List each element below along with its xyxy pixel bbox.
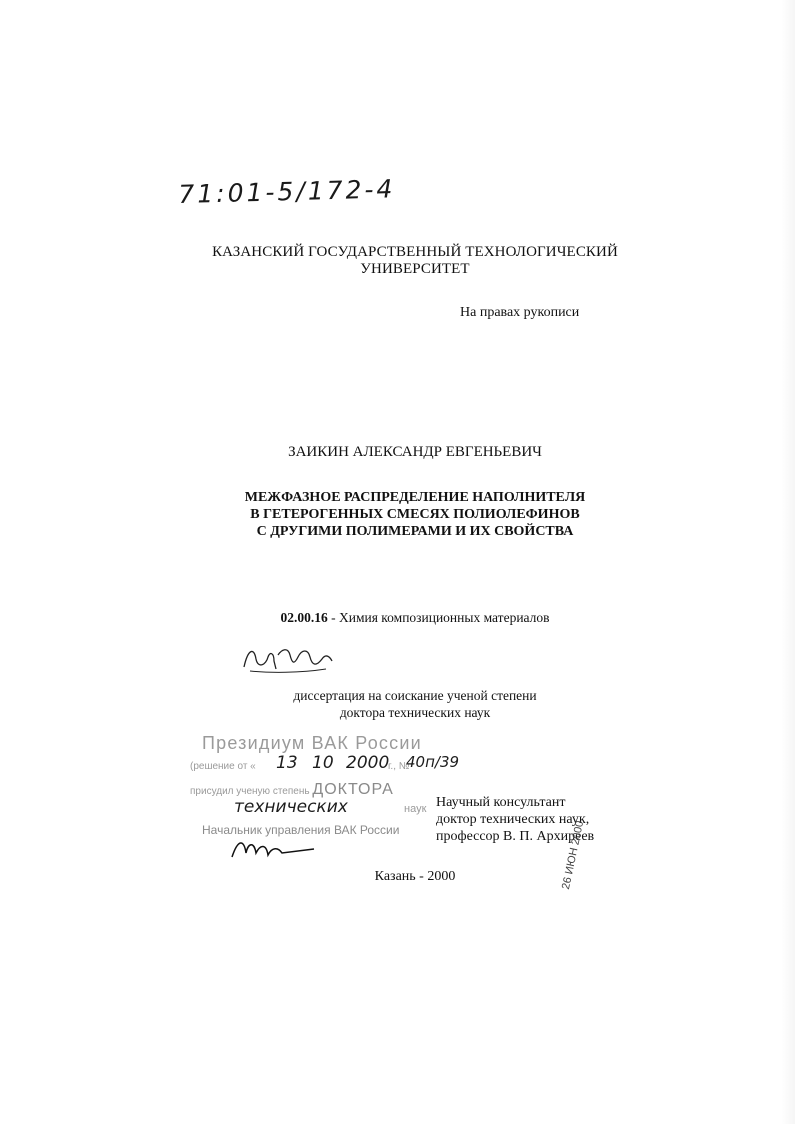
- stamp-day: 13: [276, 753, 298, 773]
- stamp-signature: [228, 835, 318, 865]
- specialty-name: Химия композиционных материалов: [338, 610, 550, 625]
- consultant-line: доктор технических наук,: [436, 812, 590, 827]
- manuscript-rights: На правах рукописи: [460, 305, 580, 320]
- stamp-field-suffix: наук: [404, 803, 427, 815]
- signature-initials: [240, 643, 335, 675]
- consultant-line: Научный консультант: [436, 795, 566, 810]
- title-line: МЕЖФАЗНОЕ РАСПРЕДЕЛЕНИЕ НАПОЛНИТЕЛЯ: [244, 490, 586, 505]
- vak-stamp: [188, 723, 460, 873]
- title-line: С ДРУГИМИ ПОЛИМЕРАМИ И ИХ СВОЙСТВА: [256, 524, 574, 539]
- specialty-separator: -: [327, 610, 339, 625]
- stamp-year: 2000: [346, 753, 390, 773]
- degree-statement: [230, 687, 600, 721]
- stamp-field: технических: [234, 797, 348, 817]
- dissertation-title: [210, 489, 620, 540]
- specialty: [230, 610, 600, 626]
- institution-name: КАЗАНСКИЙ ГОСУДАРСТВЕННЫЙ ТЕХНОЛОГИЧЕСКИЙ УНИВЕРСИТЕТ: [212, 244, 618, 277]
- stamp-signatory: Начальник управления ВАК России: [202, 823, 400, 837]
- stamp-number: 40п/39: [406, 753, 460, 771]
- scan-edge-shadow: [781, 0, 795, 1124]
- degree-line: доктора технических наук: [339, 705, 491, 720]
- consultant-line: профессор В. П. Архиреев: [436, 829, 595, 844]
- degree-line: диссертация на соискание ученой степени: [293, 688, 537, 703]
- stamp-year-suffix: г., №: [388, 761, 410, 772]
- stamp-month: 10: [312, 753, 334, 773]
- title-line: В ГЕТЕРОГЕННЫХ СМЕСЯХ ПОЛИОЛЕФИНОВ: [250, 507, 580, 522]
- stamp-decision-prefix: (решение от «: [190, 761, 256, 772]
- received-date-stamp: 26 ИЮН 2000: [560, 819, 587, 891]
- stamp-degree-word: ДОКТОРА: [312, 781, 394, 798]
- stamp-awarded-text: присудил ученую степень: [190, 786, 310, 797]
- author-name: ЗАИКИН АЛЕКСАНДР ЕВГЕНЬЕВИЧ: [288, 444, 542, 460]
- city-year: Казань - 2000: [374, 869, 456, 884]
- archive-code: 71:01-5/172-4: [178, 174, 396, 209]
- stamp-heading: Президиум ВАК России: [202, 733, 422, 753]
- specialty-code: 02.00.16: [280, 610, 328, 625]
